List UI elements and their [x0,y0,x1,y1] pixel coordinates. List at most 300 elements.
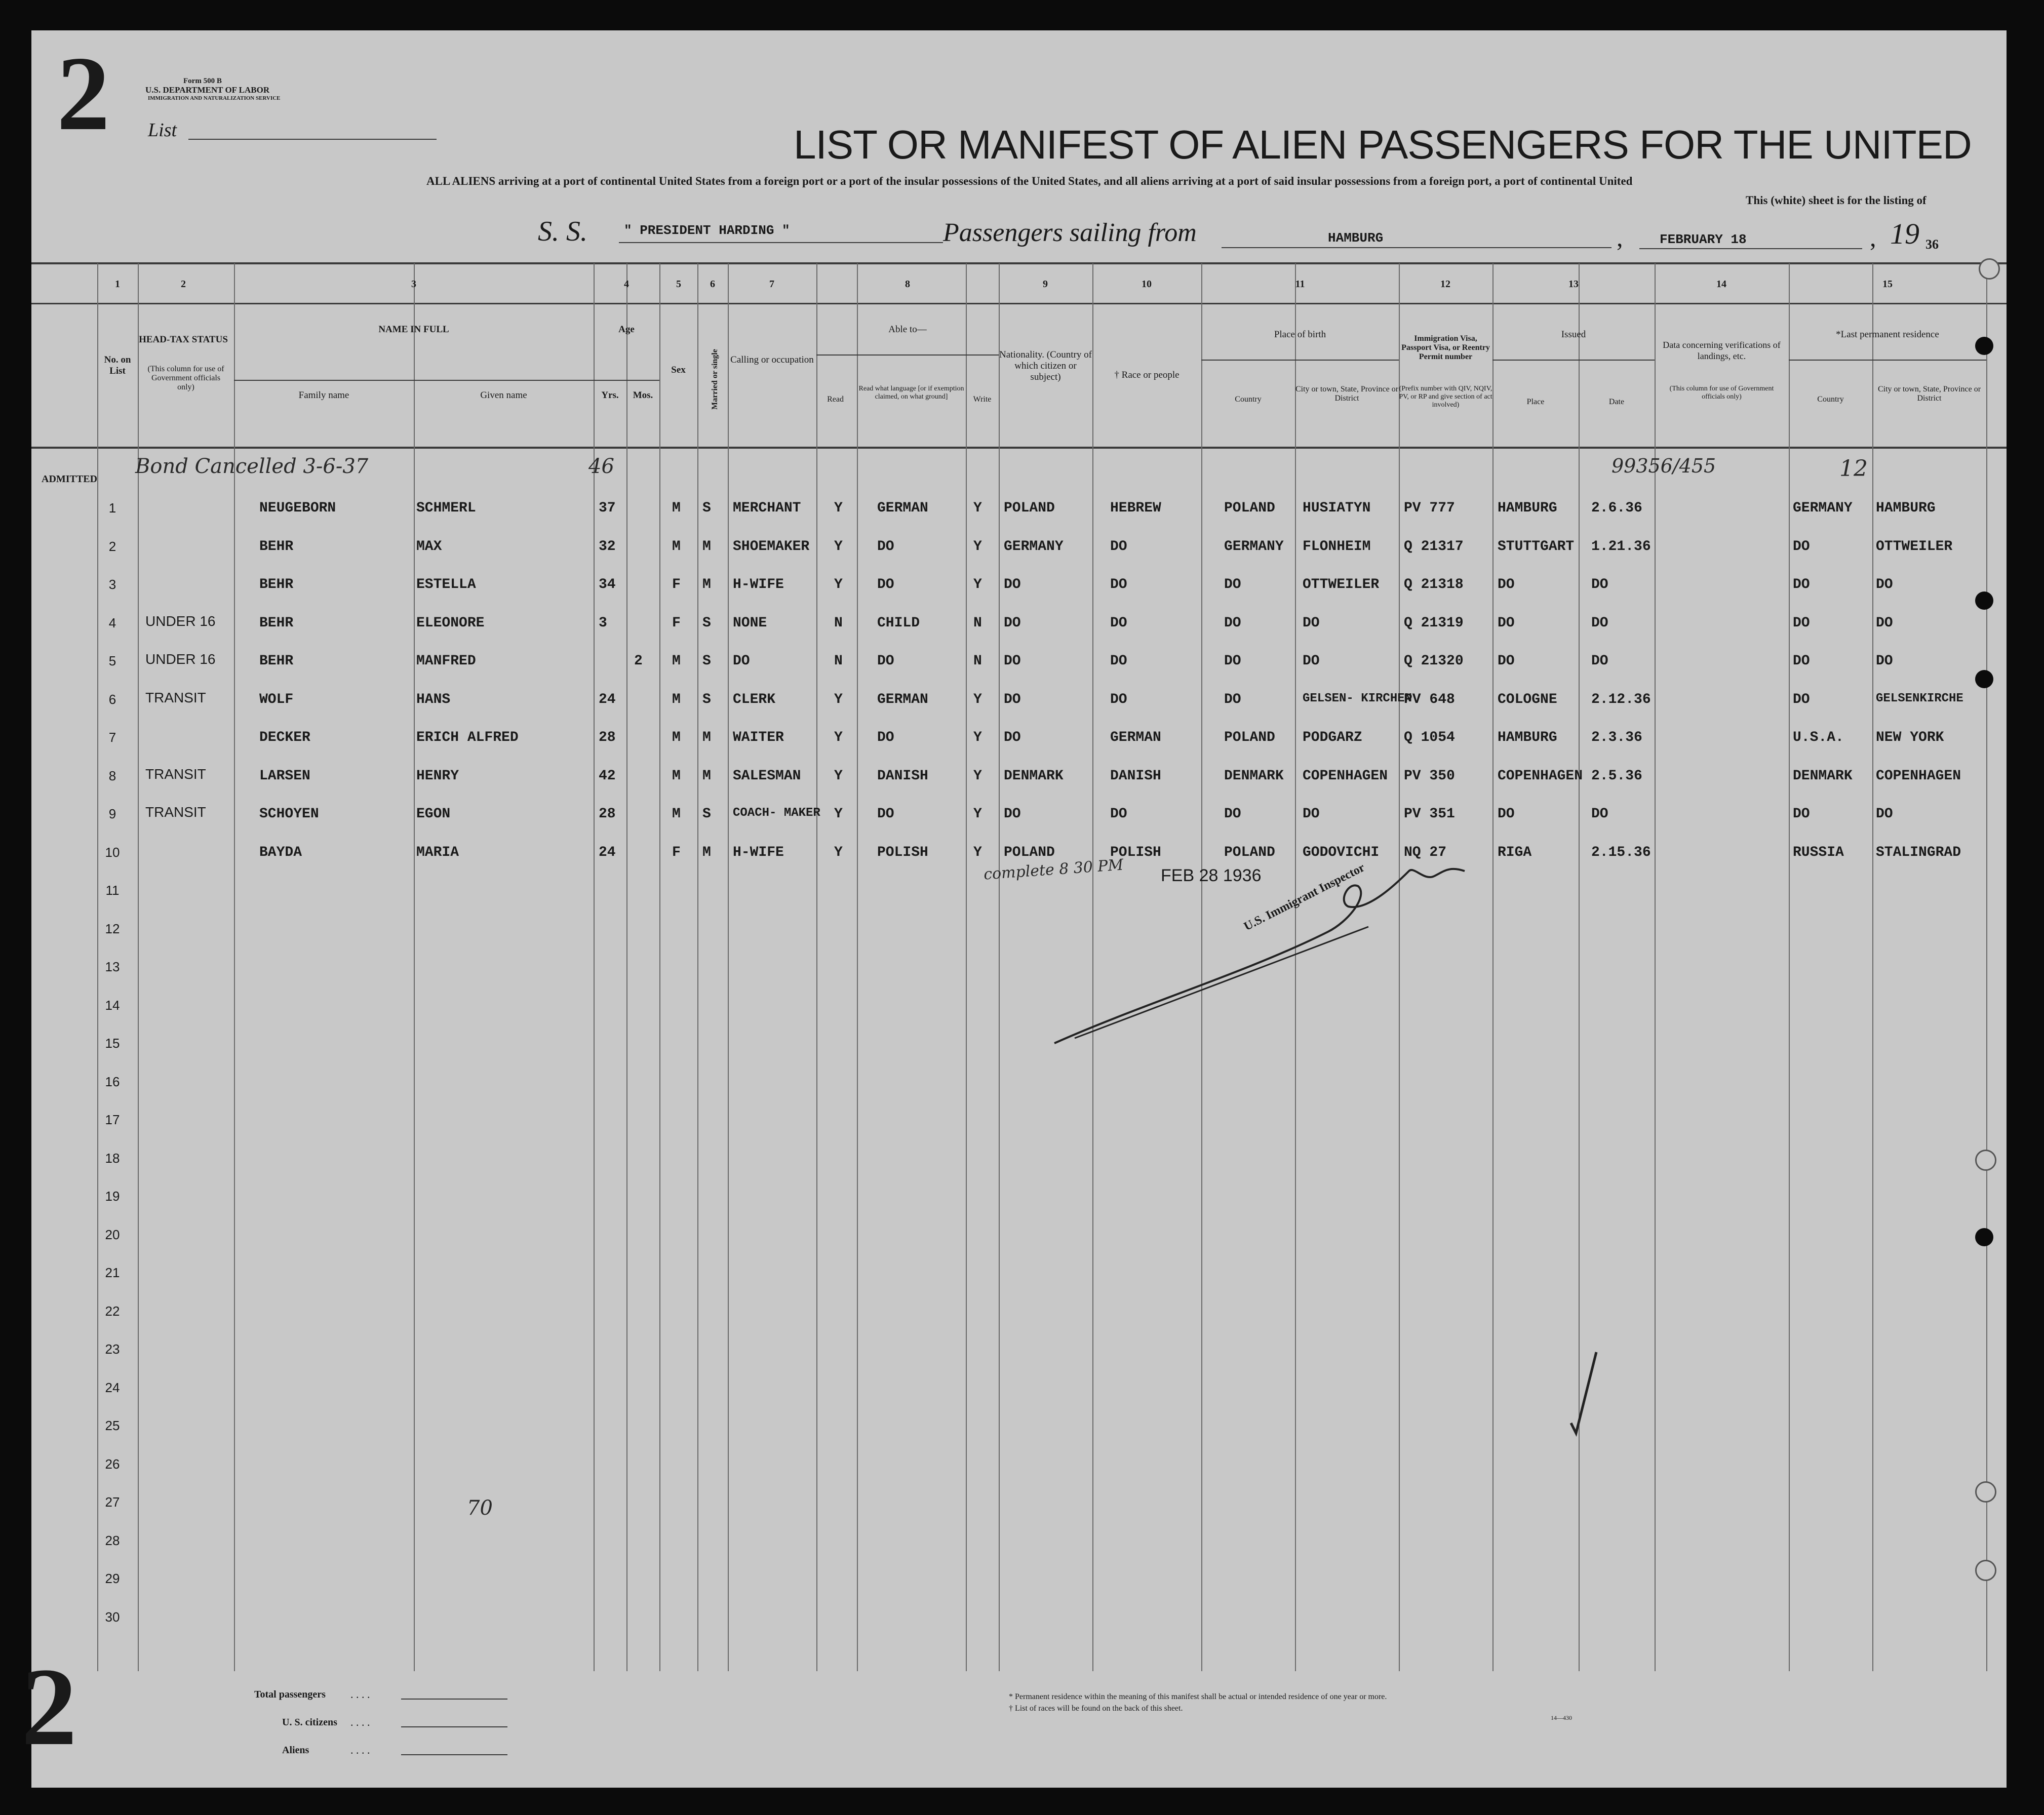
year-prefix: 19 [1890,217,1919,250]
column-number: 10 [1142,279,1152,290]
language-cell: DO [877,538,894,555]
nationality-cell: DO [1004,806,1021,822]
hdr-mos: Mos. [633,390,653,401]
row-number: 25 [105,1418,120,1433]
sex-cell: M [672,500,681,516]
race-cell: DO [1110,538,1127,555]
row-number: 20 [105,1227,120,1242]
occupation-cell: SALESMAN [733,768,801,784]
birth-city-cell: COPENHAGEN [1303,768,1388,784]
write-cell: Y [973,844,982,860]
sex-cell: F [672,615,681,631]
column-number: 3 [411,279,416,290]
hdr-last-residence: *Last permanent residence [1836,329,1939,340]
language-cell: POLISH [877,844,928,860]
row-number: 2 [108,538,116,554]
row-number: 17 [105,1112,120,1127]
column-number: 14 [1716,279,1726,290]
top-age-note: 46 [588,455,614,478]
hdr-calling: Calling or occupation [730,354,814,365]
footer-total: Total passengers [254,1689,326,1700]
form-subtitle-2: This (white) sheet is for the listing of [1746,194,1927,207]
hdr-nationality: Nationality. (Country of which citizen or subject) [999,349,1092,382]
hdr-married: Married or single [711,349,719,410]
hdr-read: Read [827,395,844,404]
married-cell: S [702,806,711,822]
hdr-no-on-list: No. on List [104,354,131,376]
row-number: 16 [105,1074,120,1089]
table-row [31,644,2007,683]
head-tax-status: UNDER 16 [145,613,216,629]
residence-subrule [1789,360,1986,361]
sex-cell: M [672,730,681,745]
binder-hole [1979,258,2000,280]
column-number: 13 [1568,279,1579,290]
binder-hole [1975,337,1993,355]
column-number: 9 [1043,279,1048,290]
race-cell: DO [1110,577,1127,593]
read-cell: Y [834,691,843,707]
family-name-cell: SCHOYEN [259,806,319,822]
column-number: 6 [710,279,715,290]
birth-country-cell: DO [1224,653,1241,669]
hdr-write: Write [973,395,992,404]
column-rule [1986,263,1987,1671]
married-cell: S [702,500,711,516]
birth-country-cell: POLAND [1224,844,1275,860]
read-cell: Y [834,806,843,822]
column-rule [857,263,858,1671]
race-cell: DO [1110,691,1127,707]
family-name-cell: BAYDA [259,844,302,860]
given-name-cell: SCHMERL [416,500,476,516]
visa-cell: PV 777 [1404,500,1455,516]
table-row [31,491,2007,530]
row-number: 1 [108,500,116,516]
hdr-head-tax-note: (This column for use of Government officials only) [147,365,224,391]
issued-place-cell: DO [1498,577,1515,593]
issued-date-cell: 2.5.36 [1591,768,1642,784]
language-cell: DO [877,730,894,745]
nationality-cell: POLAND [1004,844,1055,860]
binder-hole [1975,1481,1996,1503]
birth-city-cell: HUSIATYN [1303,500,1371,516]
sex-cell: M [672,691,681,707]
language-cell: CHILD [877,615,920,631]
read-cell: Y [834,500,843,516]
married-cell: S [702,653,711,669]
column-rule [966,263,967,1671]
age-years-cell: 42 [599,768,616,784]
row-number: 23 [105,1341,120,1357]
table-top-rule [31,262,2007,264]
binder-hole [1975,1150,1996,1171]
married-cell: M [702,768,711,784]
residence-country-cell: DO [1793,615,1810,631]
given-name-cell: MARIA [416,844,459,860]
header-bottom-rule [31,447,2007,449]
read-cell: N [834,653,843,669]
write-cell: Y [973,500,982,516]
footer-code: 14—430 [1551,1714,1572,1721]
hdr-age: Age [618,324,635,335]
hdr-yrs: Yrs. [601,390,619,401]
head-tax-status: TRANSIT [145,804,206,820]
given-name-cell: ERICH ALFRED [416,730,519,745]
bond-cancelled-note: Bond Cancelled 3-6-37 [135,455,369,478]
birth-city-cell: GODOVICHI [1303,844,1380,860]
hdr-landings-note: (This column for use of Government officials only) [1669,385,1774,401]
residence-city-cell: NEW YORK [1876,730,1944,745]
language-cell: DO [877,653,894,669]
footer-line-2 [401,1726,507,1727]
write-cell: Y [973,730,982,745]
row-number: 3 [108,577,116,592]
given-name-cell: MANFRED [416,653,476,669]
residence-city-cell: COPENHAGEN [1876,768,1961,784]
hdr-birth-city: City or town, State, Province or District [1295,385,1399,403]
residence-country-cell: U.S.A. [1793,730,1844,745]
age-years-cell: 24 [599,844,616,860]
visa-cell: Q 21317 [1404,538,1464,555]
stamp-date: FEB 28 1936 [1161,866,1262,885]
write-cell: Y [973,806,982,822]
issued-place-cell: RIGA [1498,844,1532,860]
family-name-cell: BEHR [259,538,294,555]
able-subrule [816,354,999,356]
nationality-cell: DENMARK [1004,768,1064,784]
birth-country-cell: DO [1224,806,1241,822]
visa-cell: Q 21319 [1404,615,1464,631]
column-number: 11 [1295,279,1305,290]
birth-city-cell: DO [1303,806,1320,822]
visa-cell: PV 351 [1404,806,1455,822]
occupation-cell: H-WIFE [733,844,784,860]
footer-note-1: * Permanent residence within the meaning of this manifest shall be actual or intended residence of one year or more. [1009,1692,1387,1701]
birth-country-cell: DENMARK [1224,768,1284,784]
residence-city-cell: OTTWEILER [1876,538,1953,555]
hdr-issued: Issued [1561,329,1586,340]
table-row [31,721,2007,759]
residence-country-cell: DENMARK [1793,768,1853,784]
birth-country-cell: DO [1224,691,1241,707]
nationality-cell: GERMANY [1004,538,1064,555]
row-number: 8 [108,768,116,783]
table-row [31,568,2007,606]
age-years-cell: 28 [599,730,616,745]
issued-place-cell: DO [1498,653,1515,669]
read-cell: Y [834,538,843,555]
age-years-cell: 37 [599,500,616,516]
head-tax-status: TRANSIT [145,689,206,705]
married-cell: M [702,844,711,860]
nationality-cell: DO [1004,577,1021,593]
hdr-name-in-full: NAME IN FULL [378,324,449,335]
read-cell: Y [834,768,843,784]
married-cell: S [702,691,711,707]
residence-country-cell: DO [1793,806,1810,822]
birth-subrule [1201,360,1399,361]
column-rule [697,263,698,1671]
given-name-cell: MAX [416,538,442,555]
issued-date-cell: 2.15.36 [1591,844,1651,860]
race-cell: DANISH [1110,768,1161,784]
bottom-page-number: 2 [21,1645,77,1768]
language-cell: GERMAN [877,691,928,707]
occupation-cell: NONE [733,615,767,631]
comma: , [1617,223,1623,252]
visa-cell: PV 350 [1404,768,1455,784]
ss-label: S. S. [538,216,587,247]
column-number: 15 [1882,279,1893,290]
occupation-cell: WAITER [733,730,784,745]
language-cell: GERMAN [877,500,928,516]
visa-cell: Q 21318 [1404,577,1464,593]
ship-line [619,242,943,243]
birth-city-cell: PODGARZ [1303,730,1362,745]
residence-country-cell: RUSSIA [1793,844,1844,860]
inspector-stamp: U.S. Immigrant Inspector [1242,861,1367,934]
footer-dots-3: . . . . [350,1744,370,1756]
birth-country-cell: POLAND [1224,730,1275,745]
given-name-cell: HANS [416,691,451,707]
issued-date-cell: DO [1591,653,1608,669]
issued-place-cell: HAMBURG [1498,500,1557,516]
footer-line-3 [401,1754,507,1755]
birth-country-cell: DO [1224,615,1241,631]
residence-city-cell: STALINGRAD [1876,844,1961,860]
visa-cell: PV 648 [1404,691,1455,707]
race-cell: DO [1110,806,1127,822]
race-cell: POLISH [1110,844,1161,860]
sex-cell: F [672,844,681,860]
head-tax-status: TRANSIT [145,766,206,782]
column-rule [728,263,729,1671]
occupation-cell: COACH- MAKER [733,806,820,820]
birth-country-cell: DO [1224,577,1241,593]
column-number: 5 [676,279,681,290]
hdr-head-tax: HEAD-TAX STATUS [139,334,228,345]
visa-cell: NQ 27 [1404,844,1447,860]
hdr-place-of-birth: Place of birth [1274,329,1326,340]
manifest-sheet [21,30,2007,1788]
sailing-date: FEBRUARY 18 [1660,232,1747,247]
sex-cell: M [672,653,681,669]
column-rule [626,263,627,1671]
race-cell: DO [1110,653,1127,669]
birth-country-cell: GERMANY [1224,538,1284,555]
binder-hole [1975,670,1993,688]
given-name-cell: ESTELLA [416,577,476,593]
birth-city-cell: OTTWEILER [1303,577,1380,593]
occupation-cell: DO [733,653,750,669]
row-number: 13 [105,959,120,974]
table-row [31,797,2007,836]
column-number: 1 [115,279,120,290]
binder-hole [1975,1228,1993,1246]
residence-city-cell: DO [1876,653,1893,669]
footer-dots-1: . . . . [350,1688,370,1701]
binder-hole [1975,591,1993,610]
married-cell: M [702,538,711,555]
birth-city-cell: FLONHEIM [1303,538,1371,555]
residence-city-cell: DO [1876,577,1893,593]
table-row [31,530,2007,568]
date-line [1639,248,1862,249]
race-cell: GERMAN [1110,730,1161,745]
age-years-cell: 28 [599,806,616,822]
issued-date-cell: 2.3.36 [1591,730,1642,745]
column-rule [1789,263,1790,1671]
residence-city-cell: DO [1876,615,1893,631]
married-cell: S [702,615,711,631]
residence-country-cell: DO [1793,577,1810,593]
list-line [188,139,437,140]
row-number: 21 [105,1265,120,1280]
age-years-cell: 34 [599,577,616,593]
family-name-cell: BEHR [259,577,294,593]
hdr-able-to: Able to— [888,324,927,335]
row-number: 29 [105,1571,120,1586]
age-years-cell: 3 [599,615,607,631]
row-number: 24 [105,1379,120,1395]
row-number: 6 [108,691,116,707]
issued-date-cell: 2.6.36 [1591,500,1642,516]
footer-aliens: Aliens [282,1745,309,1756]
issued-date-cell: 2.12.36 [1591,691,1651,707]
residence-country-cell: GERMANY [1793,500,1853,516]
given-name-cell: ELEONORE [416,615,485,631]
table-row [31,759,2007,798]
family-name-cell: BEHR [259,615,294,631]
year-suffix: 36 [1925,237,1939,252]
inspector-signature [1044,851,1500,1063]
page-number: 2 [57,35,110,152]
column-number: 7 [769,279,774,290]
admitted-stamp: ADMITTED [42,474,98,485]
issued-date-cell: 1.21.36 [1591,538,1651,555]
nationality-cell: DO [1004,615,1021,631]
column-number: 4 [624,279,629,290]
row-number: 5 [108,653,116,668]
married-cell: M [702,577,711,593]
sex-cell: F [672,577,681,593]
issued-subrule [1492,360,1655,361]
row-number: 4 [108,615,116,630]
family-name-cell: BEHR [259,653,294,669]
hdr-landings: Data concerning verifications of landings, etc. [1663,340,1781,361]
row-number: 15 [105,1036,120,1051]
page-count-note: 70 [467,1496,493,1520]
issued-place-cell: COLOGNE [1498,691,1557,707]
issued-place-cell: HAMBURG [1498,730,1557,745]
write-cell: Y [973,577,982,593]
nationality-cell: DO [1004,730,1021,745]
hdr-given-name: Given name [480,390,527,401]
birth-city-cell: DO [1303,615,1320,631]
row-number: 12 [105,921,120,936]
hdr-visa: Immigration Visa, Passport Visa, or Reentry Permit number [1401,334,1490,361]
hdr-visa-note: (Prefix number with QIV, NQIV, PV, or RP and give section of act involved) [1399,385,1492,409]
family-name-cell: WOLF [259,691,294,707]
footer-note-2: † List of races will be found on the back of this sheet. [1009,1704,1183,1713]
table-row [31,606,2007,645]
write-cell: Y [973,768,982,784]
write-cell: N [973,615,982,631]
column-number: 8 [905,279,910,290]
occupation-cell: MERCHANT [733,500,801,516]
row-number: 9 [108,806,116,821]
occupation-cell: CLERK [733,691,776,707]
name-subrule [234,380,659,381]
hdr-issued-date: Date [1608,398,1625,406]
top-res-note: 12 [1839,456,1868,482]
column-rule [816,263,817,1671]
nationality-cell: DO [1004,691,1021,707]
language-cell: DO [877,577,894,593]
write-cell: N [973,653,982,669]
row-number: 14 [105,997,120,1013]
given-name-cell: HENRY [416,768,459,784]
race-cell: DO [1110,615,1127,631]
occupation-cell: H-WIFE [733,577,784,593]
form-number: Form 500 B [183,77,222,85]
footer-citizens: U. S. citizens [282,1717,337,1728]
write-cell: Y [973,691,982,707]
nationality-cell: POLAND [1004,500,1055,516]
sex-cell: M [672,768,681,784]
department: U.S. DEPARTMENT OF LABOR [145,85,270,95]
column-rule [414,263,415,1671]
read-cell: Y [834,577,843,593]
row-number: 7 [108,730,116,745]
nationality-cell: DO [1004,653,1021,669]
row-number: 27 [105,1494,120,1510]
footer-line-1 [401,1699,507,1700]
age-years-cell: 32 [599,538,616,555]
sailing-label: Passengers sailing from [943,218,1197,247]
sex-cell: M [672,806,681,822]
form-subtitle-1: ALL ALIENS arriving at a port of continental United States from a foreign port or a port of the insular possessions of the United States, and all aliens arriving at a port of said insular possessions from a foreign port, a port of continental United [426,175,1633,187]
hdr-read-language: Read what language [or if exemption claimed, on what ground] [858,385,964,401]
occupation-cell: SHOEMAKER [733,538,810,555]
hdr-sex: Sex [671,365,686,375]
visa-cell: Q 1054 [1404,730,1455,745]
issued-place-cell: DO [1498,806,1515,822]
column-rule [1872,263,1873,1671]
hdr-res-country: Country [1817,395,1844,404]
family-name-cell: DECKER [259,730,310,745]
column-rule [659,263,660,1671]
residence-country-cell: DO [1793,538,1810,555]
hdr-race: † Race or people [1114,370,1180,380]
birth-city-cell: GELSEN- KIRCHEN [1303,691,1412,705]
receipt-number: 99356/455 [1611,455,1716,477]
column-rule [1579,263,1580,1671]
family-name-cell: NEUGEBORN [259,500,336,516]
form-title: LIST OR MANIFEST OF ALIEN PASSENGERS FOR THE UNITED [794,122,1972,167]
residence-city-cell: HAMBURG [1876,500,1936,516]
language-cell: DANISH [877,768,928,784]
birth-country-cell: POLAND [1224,500,1275,516]
residence-country-cell: DO [1793,653,1810,669]
binder-hole [1975,1560,1996,1581]
read-cell: Y [834,730,843,745]
service: IMMIGRATION AND NATURALIZATION SERVICE [148,95,281,101]
issued-place-cell: DO [1498,615,1515,631]
language-cell: DO [877,806,894,822]
row-number: 22 [105,1303,120,1319]
